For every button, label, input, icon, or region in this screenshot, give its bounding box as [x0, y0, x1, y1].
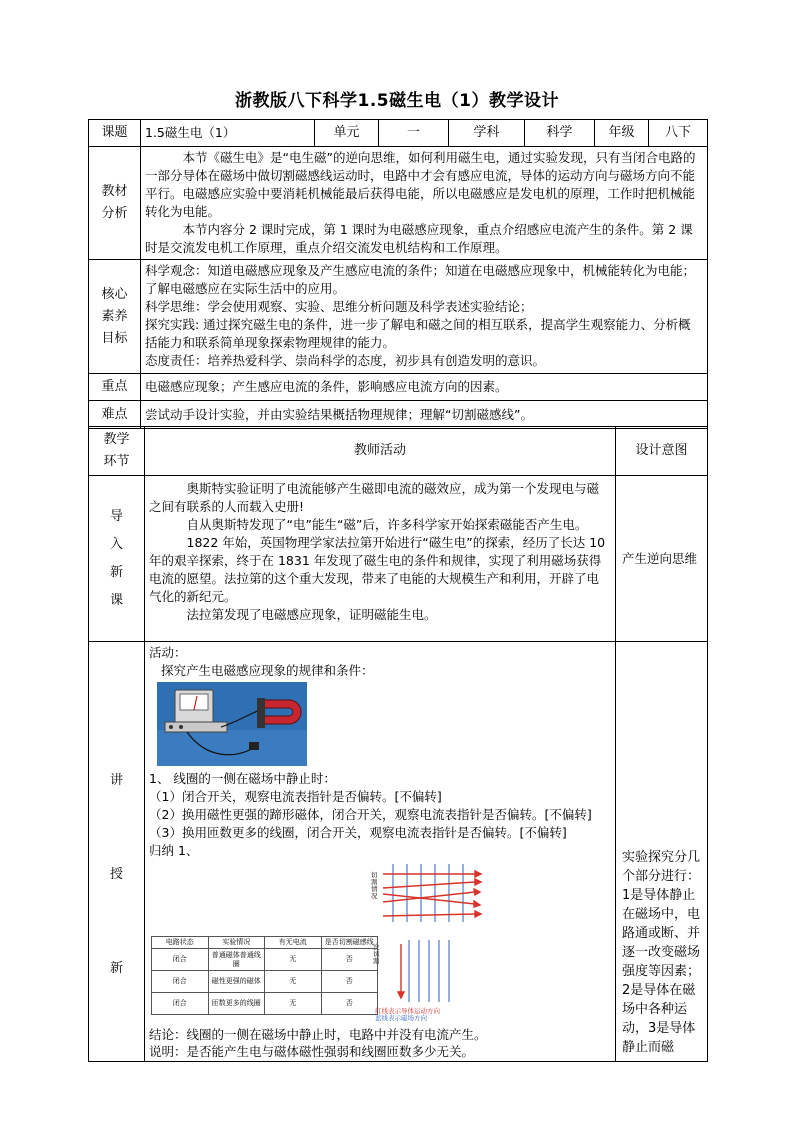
subject-label: 学科	[449, 120, 525, 147]
literacy-line: 探究实践: 通过探究磁生电的条件，进一步了解电和磁之间的相互联系，提高学生观察能力、分析概括能力和联系简单现象探索物理规律的能力。	[145, 317, 691, 350]
literacy-line: 态度责任：培养热爱科学、崇尚科学的态度，初步具有创造发明的意识。	[145, 353, 546, 368]
lecture-content: 活动： 探究产生电磁感应现象的规律和条件： 1、 线圈的一侧在磁场中静止时： （1）闭合开关，观察电流表指针是否偏转。[不偏转] （2）换用磁性更强的蹄形磁体，闭合开关，观察电流表指针是否偏转。[不偏转] （3）换用匝数更多的线圈，闭合开关，观察电流表指针是否偏转。[不偏转] 归纳 1、 切割情况 没切割 红线表示导体运动方向 蓝线表示磁场方向 电路状态 实验情况 有无电流 是否切割磁感线 闭合 普通磁体普通线圈 无 否 闭合 磁性更强的磁体 无 否 闭合 匝数更多的线圈 无 否 结论：线圈的一侧在磁场中静止时，电路中并没有电流产生。 说明：是否能产生电与磁体磁性强弱和线圈匝数多少无关。	[145, 642, 616, 1062]
intro-intent: 产生逆向思维	[616, 476, 708, 642]
table-row: 闭合 普通磁体普通线圈 无 否	[152, 949, 378, 971]
literacy-text	[141, 260, 708, 374]
stage-header: 教学 环节	[89, 427, 145, 476]
intent-header: 设计意图	[616, 427, 708, 476]
literacy-line: 科学思维：学会使用观察、实验、思维分析问题及科学表述实验结论；	[145, 299, 533, 314]
field-lines	[381, 864, 501, 1004]
difficulty-text: 尝试动手设计实验，并由实验结果概括物理规律；理解“切割磁感线”。	[141, 401, 708, 429]
lecture-label: 讲 授 新	[89, 642, 145, 1062]
unit-label: 单元	[315, 120, 379, 147]
conclusion-text: 结论：线圈的一侧在磁场中静止时，电路中并没有电流产生。	[149, 1027, 487, 1042]
topic-label: 课题	[89, 120, 141, 147]
key-label: 重点	[89, 374, 141, 401]
key-text: 电磁感应现象；产生感应电流的条件，影响感应电流方向的因素。	[141, 374, 708, 401]
literacy-label: 核心 素养 目标	[89, 260, 141, 374]
process-table	[88, 426, 708, 1062]
intro-text: 奥斯特实验证明了电流能够产生磁即电流的磁效应，成为第一个发现电与磁之间有联系的人而载入史册! 自从奥斯特发现了“电”能生“磁”后，许多科学家开始探索磁能否产生电。 1822 年始，英国物理学家法拉第开始进行“磁生电”的探索，经历了长达 10 年的艰辛探索，终于在 1831 年发现了磁生电的条件和规律，实现了利用磁场获得电流的愿望。法拉第的这个重大发现，带来了电能的大规模生产和利用，开辟了电气化的新纪元。 法拉第发现了电磁感应现象，证明磁能生电。	[145, 476, 616, 642]
cut-label: 切割情况	[371, 871, 378, 900]
intro-label: 导 入 新 课	[89, 476, 145, 642]
teacher-header: 教师活动	[145, 427, 616, 476]
table-row: 闭合 匝数更多的线圈 无 否	[152, 993, 378, 1015]
analysis-text	[141, 147, 708, 260]
literacy-line: 科学观念：知道电磁感应现象及产生感应电流的条件；知道在电磁感应现象中，机械能转化为电能；了解电磁感应在实际生活中的应用。	[145, 263, 696, 296]
info-table	[88, 119, 708, 429]
topic-value: 1.5磁生电（1）	[141, 120, 315, 147]
table-row: 闭合 磁性更强的磁体 无 否	[152, 971, 378, 993]
page-title: 浙教版八下科学1.5磁生电（1）教学设计	[235, 91, 559, 111]
difficulty-label: 难点	[89, 401, 141, 429]
subject-value: 科学	[525, 120, 595, 147]
nocut-label: 没切割	[373, 943, 380, 965]
unit-value: 一	[379, 120, 449, 147]
analysis-label: 教材 分析	[89, 147, 141, 260]
grade-value: 八下	[649, 120, 708, 147]
field-diagram	[371, 864, 491, 1022]
grade-label: 年级	[595, 120, 649, 147]
apparatus-image	[157, 682, 307, 766]
explain-text: 说明：是否能产生电与磁体磁性强弱和线圈匝数多少无关。	[149, 1044, 475, 1059]
lecture-intent: 实验探究分几个部分进行：1是导体静止在磁场中，电路通或断、并逐一改变磁场强度等因素；2是导体在磁场中各种运动，3是导体静止而磁	[616, 642, 708, 1062]
legend-red: 红线表示导体运动方向	[375, 1007, 440, 1015]
result-table: 电路状态 实验情况 有无电流 是否切割磁感线 闭合 普通磁体普通线圈 无 否 闭合 磁性更强的磁体 无 否 闭合 匝数更多的线圈 无 否	[151, 936, 378, 1015]
analysis-paragraph: 本节《磁生电》是“电生磁”的逆向思维，如何利用磁生电，通过实验发现，只有当闭合电路的一部分导体在磁场中做切割磁感线运动时，电路中才会有感应电流，导体的运动方向与磁场方向不能平行。电磁感应实验中要消耗机械能最后获得电能，所以电磁感应是发电机的原理，工作时把机械能转化为电能。	[145, 150, 696, 219]
analysis-paragraph: 本节内容分 2 课时完成，第 1 课时为电磁感应现象，重点介绍感应电流产生的条件。第 2 课时是交流发电机工作原理，重点介绍交流发电机结构和工作原理。	[145, 222, 693, 255]
legend-blue: 蓝线表示磁场方向	[375, 1014, 427, 1022]
